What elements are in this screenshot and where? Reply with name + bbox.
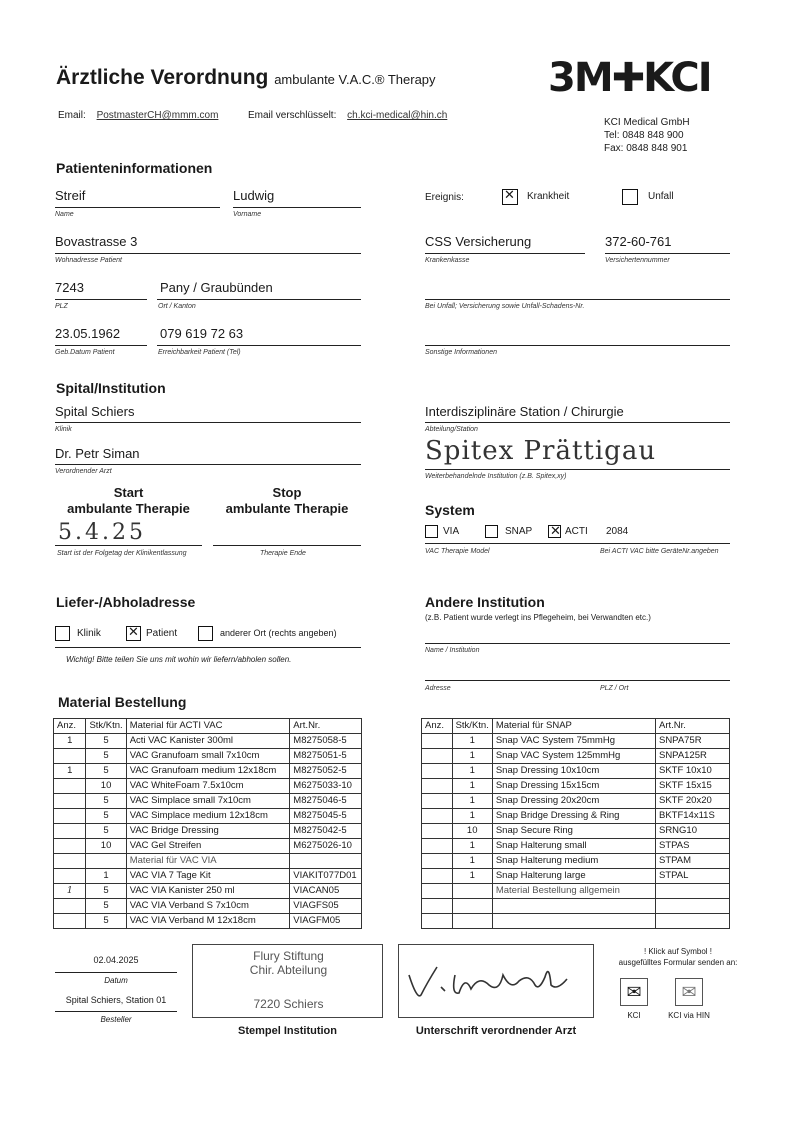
cell-material: Snap Dressing 15x15cm [492,779,655,794]
table-row [422,899,730,914]
kasse-label: Krankenkasse [425,257,470,264]
cell-anz[interactable] [422,899,453,914]
cell-material: VAC Bridge Dressing [126,824,290,839]
send-hin-envelope-icon[interactable]: ✉ [675,978,703,1006]
cell-material: Snap Halterung large [492,869,655,884]
system-via-checkbox[interactable] [425,525,438,538]
cell-material: VAC Simplace medium 12x18cm [126,809,290,824]
cell-anz[interactable] [54,869,86,884]
event-unfall-label: Unfall [648,191,674,202]
send-kci-envelope-icon[interactable]: ✉ [620,978,648,1006]
patient-plz[interactable]: 7243 [55,280,84,295]
company-block [604,116,690,155]
cell-stk: 5 [86,794,126,809]
snap-material-table [421,718,730,929]
cell-stk: 10 [86,779,126,794]
cell-artnr: STPAS [655,839,729,854]
signature-scribble [399,945,593,1017]
patient-dob-label: Geb.Datum Patient [55,349,115,356]
vers-nr-label: Versichertennummer [605,257,670,264]
andere-name-label: Name / Institution [425,647,480,654]
cell-artnr: M8275058-5 [290,734,362,749]
cell-anz[interactable] [422,824,453,839]
table-row [422,869,730,884]
cell-material: VAC VIA 7 Tage Kit [126,869,290,884]
system-snap-checkbox[interactable] [485,525,498,538]
table-row [422,809,730,824]
liefer-hint [66,655,291,664]
vers-nr[interactable]: 372-60-761 [605,234,672,249]
cell-stk: 5 [86,734,126,749]
cell-artnr: VIAGFM05 [290,914,362,929]
liefer-heading: Liefer-/Abholadresse [56,594,196,610]
abteilung[interactable]: Interdisziplinäre Station / Chirurgie [425,404,624,419]
cell-stk: 1 [452,734,492,749]
cell-stk: 1 [452,749,492,764]
cell-anz[interactable] [422,794,453,809]
table-row [54,809,362,824]
cell-stk: 1 [452,779,492,794]
liefer-klinik-checkbox[interactable] [55,626,70,641]
cell-anz[interactable] [54,824,86,839]
cell-anz[interactable] [422,809,453,824]
patient-address-label: Wohnadresse Patient [55,257,122,264]
cell-anz[interactable] [422,779,453,794]
cell-anz[interactable] [422,854,453,869]
cell-artnr: SNPA75R [655,734,729,749]
stop-title [213,485,361,517]
signature-box[interactable] [398,944,594,1018]
cell-stk: 1 [452,809,492,824]
table-row [422,839,730,854]
company-name: KCI Medical GmbH [604,117,690,128]
start-title [55,485,202,517]
patient-tel[interactable]: 079 619 72 63 [160,326,244,341]
patient-address[interactable]: Bovastrasse 3 [55,234,138,249]
weiter-label: Weiterbehandelnde Institution (z.B. Spitex,xy) [425,473,567,480]
datum-label: Datum [104,976,128,985]
cell-stk: 1 [452,854,492,869]
system-acti-checkbox[interactable] [548,525,561,538]
cell-material: Snap VAC System 125mmHg [492,749,655,764]
cell-stk [452,884,492,899]
send-hint-1: ! Klick auf Symbol ! [643,947,713,956]
cell-material: Snap VAC System 75mmHg [492,734,655,749]
table-row [422,764,730,779]
cell-artnr [655,914,729,929]
col-stk: Stk/Ktn. [86,719,126,734]
table-row [422,749,730,764]
cell-artnr: SKTF 15x15 [655,779,729,794]
patient-vorname-label: Vorname [233,211,262,218]
event-krankheit-checkbox[interactable] [502,189,518,205]
event-krankheit-label: Krankheit [527,191,570,202]
table-row [422,854,730,869]
cell-anz[interactable]: 1 [54,764,86,779]
stamp-label: Stempel Institution [238,1025,337,1037]
cell-stk: 5 [86,749,126,764]
event-label: Ereignis: [425,192,464,203]
cell-material: VAC Granufoam small 7x10cm [126,749,290,764]
table-row [54,824,362,839]
cell-anz[interactable] [422,734,453,749]
cell-anz[interactable] [422,749,453,764]
datum[interactable]: 02.04.2025 [93,955,139,965]
title-main: Ärztliche Verordnung [56,66,269,89]
klinik[interactable]: Spital Schiers [55,404,135,419]
cell-anz[interactable]: 1 [54,734,86,749]
cell-material [492,899,655,914]
cell-stk: 5 [86,809,126,824]
cell-anz[interactable] [422,764,453,779]
patient-vorname[interactable]: Ludwig [233,188,275,203]
send-hint [598,946,758,968]
cell-anz[interactable] [54,914,86,929]
cell-stk: 10 [452,824,492,839]
cell-material: Snap Dressing 20x20cm [492,794,655,809]
email-row [58,110,218,121]
table-row [54,749,362,764]
unfall-label: Bei Unfall; Versicherung sowie Unfall-Schadens-Nr. [425,303,585,310]
title-sub: ambulante V.A.C.® Therapy [274,72,436,87]
cell-artnr: STPAL [655,869,729,884]
cell-stk: 5 [86,899,126,914]
cell-material: Snap Secure Ring [492,824,655,839]
start-date[interactable]: 5.4.25 [58,520,146,545]
table-row [54,914,362,929]
email-enc-row [248,110,447,121]
cell-stk: 5 [86,764,126,779]
cell-artnr: SRNG10 [655,824,729,839]
liefer-patient-label: Patient [146,628,178,639]
cell-material: Snap Dressing 10x10cm [492,764,655,779]
stamp-line-1: Flury Stiftung [253,949,324,963]
col-material: Material für SNAP [492,719,655,734]
col-stk: Stk/Ktn. [452,719,492,734]
arzt-label: Verordnender Arzt [55,468,112,475]
start-title-1: Start [113,485,144,500]
email-enc-label: Email verschlüsselt: [248,110,337,121]
liefer-hint-text: Bitte teilen Sie uns mit wohin wir liefern/abholen sollen. [96,655,292,664]
patient-heading: Patienteninformationen [56,160,213,176]
cell-anz[interactable] [54,839,86,854]
patient-ort-label: Ort / Kanton [158,303,196,310]
cell-artnr: M8275042-5 [290,824,362,839]
cell-artnr: BKTF14x11S [655,809,729,824]
table-row [54,839,362,854]
col-artnr: Art.Nr. [290,719,362,734]
liefer-anderer-checkbox[interactable] [198,626,213,641]
cell-stk: 10 [86,839,126,854]
cell-artnr: M8275052-5 [290,764,362,779]
patient-name-label: Name [55,211,74,218]
sonstige-label: Sonstige Informationen [425,349,497,356]
cell-artnr: SNPA125R [655,749,729,764]
cell-anz[interactable] [54,779,86,794]
table-row [422,794,730,809]
snap-header-row [422,719,730,734]
cell-artnr: M8275046-5 [290,794,362,809]
patient-plz-label: PLZ [55,303,68,310]
cell-material: VAC Granufoam medium 12x18cm [126,764,290,779]
acti-header-row [54,719,362,734]
cell-stk: 1 [452,794,492,809]
company-tel: Tel: 0848 848 900 [604,130,684,141]
material-heading: Material Bestellung [58,694,187,710]
cell-artnr: SKTF 20x20 [655,794,729,809]
table-row [422,824,730,839]
klinik-label: Klinik [55,426,72,433]
cell-stk: 1 [452,839,492,854]
col-anz: Anz. [54,719,86,734]
stamp-line-3: 7220 Schiers [253,997,324,1011]
system-heading: System [425,502,475,518]
send-kci-label: KCI [627,1011,641,1020]
event-unfall-checkbox[interactable] [622,189,638,205]
system-acti-label: ACTI [565,526,588,537]
cell-artnr: VIAKIT077D01 [290,869,362,884]
acti-material-table [53,718,362,929]
cell-material: VAC Gel Streifen [126,839,290,854]
arzt[interactable]: Dr. Petr Siman [55,446,140,461]
cell-material: Material Bestellung allgemein [492,884,655,899]
kasse[interactable]: CSS Versicherung [425,234,532,249]
cell-anz[interactable] [54,749,86,764]
table-row [54,794,362,809]
patient-tel-label: Erreichbarkeit Patient (Tel) [158,349,241,356]
send-hin-label: KCI via HIN [668,1011,710,1020]
spital-heading: Spital/Institution [56,380,166,396]
table-row [422,734,730,749]
system-via-label: VIA [443,526,460,537]
col-anz: Anz. [422,719,453,734]
cell-anz[interactable] [54,854,86,869]
cell-stk: 5 [86,884,126,899]
cell-material: Snap Bridge Dressing & Ring [492,809,655,824]
cell-anz[interactable] [422,884,453,899]
table-row [54,854,362,869]
cell-material: Snap Halterung medium [492,854,655,869]
besteller[interactable]: Spital Schiers, Station 01 [65,995,167,1005]
col-material: Material für ACTI VAC [126,719,290,734]
email-enc-link[interactable]: ch.kci-medical@hin.ch [347,110,448,121]
model-label: VAC Therapie Model [425,548,490,555]
cell-artnr [290,854,362,869]
form-title [56,66,436,90]
cell-anz[interactable] [422,869,453,884]
andere-plz-label: PLZ / Ort [600,685,629,692]
start-label: Start ist der Folgetag der Klinikentlassung [57,550,187,557]
cell-anz[interactable] [422,914,453,929]
table-row [54,884,362,899]
weiter-institution[interactable]: Spitex Prättigau [425,436,657,466]
andere-adresse-label: Adresse [425,685,451,692]
cell-artnr: M8275045-5 [290,809,362,824]
andere-hint: (z.B. Patient wurde verlegt ins Pflegeheim, bei Verwandten etc.) [425,613,651,622]
cell-stk: 1 [452,764,492,779]
patient-ort[interactable]: Pany / Graubünden [160,280,273,295]
sign-label: Unterschrift verordnender Arzt [415,1025,577,1037]
cell-artnr: SKTF 10x10 [655,764,729,779]
cell-material: Snap Halterung small [492,839,655,854]
besteller-label: Besteller [100,1015,132,1024]
cell-material: VAC VIA Kanister 250 ml [126,884,290,899]
cell-artnr: M6275033-10 [290,779,362,794]
cell-material: VAC WhiteFoam 7.5x10cm [126,779,290,794]
system-snap-label: SNAP [505,526,533,537]
col-artnr: Art.Nr. [655,719,729,734]
cell-anz[interactable] [54,899,86,914]
patient-name[interactable]: Streif [55,188,86,203]
start-title-2: ambulante Therapie [67,501,190,516]
cell-material: VAC VIA Verband M 12x18cm [126,914,290,929]
table-row [422,884,730,899]
liefer-anderer-label: anderer Ort (rechts angeben) [220,628,337,638]
cell-stk: 5 [86,824,126,839]
cell-stk: 5 [86,914,126,929]
table-row [422,914,730,929]
liefer-patient-checkbox[interactable] [126,626,141,641]
cell-anz[interactable] [54,794,86,809]
email-label: Email: [58,110,86,121]
cell-material: VAC VIA Verband S 7x10cm [126,899,290,914]
table-row [54,764,362,779]
patient-dob[interactable]: 23.05.1962 [55,326,121,341]
cell-artnr [655,884,729,899]
table-row [422,779,730,794]
cell-artnr: STPAM [655,854,729,869]
cell-material: Material für VAC VIA [126,854,290,869]
brand-logo: 3M✚KCI [548,55,711,101]
cell-artnr: M8275051-5 [290,749,362,764]
andere-heading: Andere Institution [425,594,545,610]
cell-stk: 1 [452,869,492,884]
cell-material [492,914,655,929]
cell-material: VAC Simplace small 7x10cm [126,794,290,809]
cell-artnr [655,899,729,914]
liefer-hint-bold: Wichtig! [66,655,95,664]
stamp-line-2: Chir. Abteilung [249,963,328,977]
table-row [54,899,362,914]
cell-anz[interactable] [422,839,453,854]
cell-artnr: M6275026-10 [290,839,362,854]
cell-artnr: VIACAN05 [290,884,362,899]
send-hint-2: ausgefülltes Formular senden an: [618,958,738,967]
table-row [54,869,362,884]
abteilung-label: Abteilung/Station [425,426,478,433]
company-fax: Fax: 0848 848 901 [604,143,688,154]
cell-stk [86,854,126,869]
cell-stk [452,899,492,914]
table-row [54,779,362,794]
end-label: Therapie Ende [260,550,306,557]
table-row [54,734,362,749]
stop-title-1: Stop [272,485,302,500]
cell-material: Acti VAC Kanister 300ml [126,734,290,749]
cell-artnr: VIAGFS05 [290,899,362,914]
acti-hint: Bei ACTI VAC bitte GeräteNr.angeben [600,548,719,555]
geraet-nr[interactable]: 2084 [606,526,629,537]
cell-anz[interactable] [54,809,86,824]
cell-stk: 1 [86,869,126,884]
cell-anz[interactable]: 1 [54,884,86,899]
stamp-box [192,944,383,1018]
stop-title-2: ambulante Therapie [225,501,349,516]
email-link[interactable]: PostmasterCH@mmm.com [96,110,219,121]
cell-stk [452,914,492,929]
liefer-klinik-label: Klinik [77,628,101,639]
